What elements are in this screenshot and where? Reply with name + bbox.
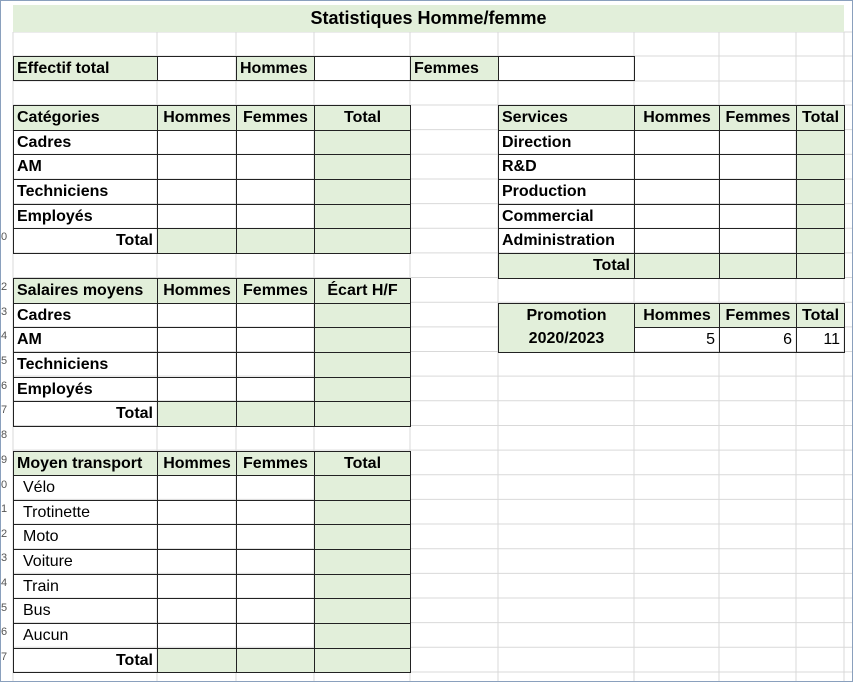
row-number: 7	[1, 404, 7, 416]
services-cell-hommes[interactable]	[634, 179, 720, 205]
transport-header[interactable]: Hommes	[157, 451, 237, 477]
categories-header[interactable]: Hommes	[157, 105, 237, 131]
salaires-cell-hommes[interactable]	[157, 303, 237, 329]
categories-cell-femmes[interactable]	[236, 204, 315, 230]
transport-row-label[interactable]: Vélo	[13, 475, 158, 501]
categories-cell-total[interactable]	[314, 130, 411, 156]
salaires-cell-total[interactable]	[314, 352, 411, 378]
effectif-hommes-label[interactable]: Hommes	[236, 56, 315, 81]
row-number: 8	[1, 429, 7, 441]
transport-row-label[interactable]: Voiture	[13, 549, 158, 575]
categories-cell-femmes[interactable]	[236, 154, 315, 180]
row-number: 5	[1, 602, 7, 614]
services-cell-total[interactable]	[796, 204, 845, 230]
salaires-row-label[interactable]: Cadres	[13, 303, 158, 329]
categories-total-femmes[interactable]	[236, 228, 315, 254]
row-number: 3	[1, 306, 7, 318]
promotion-header[interactable]: Hommes	[634, 303, 720, 329]
transport-row-label[interactable]: Trotinette	[13, 500, 158, 526]
services-cell-femmes[interactable]	[719, 204, 797, 230]
categories-cell-hommes[interactable]	[157, 154, 237, 180]
promotion-period[interactable]: 2020/2023	[498, 327, 635, 353]
services-header[interactable]: Services	[498, 105, 635, 131]
transport-cell-femmes[interactable]	[236, 574, 315, 600]
services-cell-hommes[interactable]	[634, 154, 720, 180]
salaires-total-total[interactable]	[314, 401, 411, 427]
promotion-value[interactable]: 6	[719, 327, 797, 353]
salaires-cell-hommes[interactable]	[157, 327, 237, 353]
salaires-cell-hommes[interactable]	[157, 377, 237, 403]
services-cell-hommes[interactable]	[634, 228, 720, 254]
promotion-label-border	[498, 303, 635, 353]
transport-cell-total[interactable]	[314, 500, 411, 526]
transport-total-label[interactable]: Total	[13, 648, 158, 674]
categories-header[interactable]: Total	[314, 105, 411, 131]
services-cell-femmes[interactable]	[719, 179, 797, 205]
services-total-hommes[interactable]	[634, 253, 720, 279]
services-cell-femmes[interactable]	[719, 228, 797, 254]
transport-cell-hommes[interactable]	[157, 549, 237, 575]
categories-cell-femmes[interactable]	[236, 130, 315, 156]
effectif-hommes-cell[interactable]	[314, 56, 411, 81]
salaires-cell-hommes[interactable]	[157, 352, 237, 378]
categories-row-label[interactable]: Cadres	[13, 130, 158, 156]
promotion-header[interactable]: Total	[796, 303, 845, 329]
transport-total-hommes[interactable]	[157, 648, 237, 674]
categories-header[interactable]: Catégories	[13, 105, 158, 131]
categories-cell-hommes[interactable]	[157, 130, 237, 156]
promotion-label[interactable]: Promotion	[498, 303, 635, 329]
services-row-label[interactable]: Direction	[498, 130, 635, 156]
transport-cell-femmes[interactable]	[236, 500, 315, 526]
transport-cell-femmes[interactable]	[236, 549, 315, 575]
services-cell-hommes[interactable]	[634, 130, 720, 156]
salaires-row-label[interactable]: Techniciens	[13, 352, 158, 378]
categories-row-label[interactable]: Techniciens	[13, 179, 158, 205]
promotion-value[interactable]: 11	[796, 327, 845, 353]
effectif-total-cell[interactable]	[157, 56, 237, 81]
effectif-femmes-cell[interactable]	[498, 56, 635, 81]
categories-header[interactable]: Femmes	[236, 105, 315, 131]
salaires-cell-total[interactable]	[314, 327, 411, 353]
row-number: 9	[1, 454, 7, 466]
categories-cell-hommes[interactable]	[157, 204, 237, 230]
categories-cell-total[interactable]	[314, 154, 411, 180]
salaires-total-femmes[interactable]	[236, 401, 315, 427]
transport-cell-total[interactable]	[314, 598, 411, 624]
services-cell-total[interactable]	[796, 228, 845, 254]
salaires-cell-femmes[interactable]	[236, 377, 315, 403]
services-total-total[interactable]	[796, 253, 845, 279]
row-number: 4	[1, 330, 7, 342]
salaires-row-label[interactable]: AM	[13, 327, 158, 353]
services-cell-total[interactable]	[796, 154, 845, 180]
salaires-cell-total[interactable]	[314, 377, 411, 403]
services-row-label[interactable]: Commercial	[498, 204, 635, 230]
salaires-cell-total[interactable]	[314, 303, 411, 329]
row-number: 0	[1, 231, 7, 243]
services-header[interactable]: Hommes	[634, 105, 720, 131]
categories-total-label[interactable]: Total	[13, 228, 158, 254]
salaires-row-label[interactable]: Employés	[13, 377, 158, 403]
services-cell-total[interactable]	[796, 130, 845, 156]
categories-cell-femmes[interactable]	[236, 179, 315, 205]
row-number: 6	[1, 626, 7, 638]
effectif-total-label[interactable]: Effectif total	[13, 56, 158, 81]
transport-row-label[interactable]: Train	[13, 574, 158, 600]
categories-row-label[interactable]: Employés	[13, 204, 158, 230]
row-number: 4	[1, 577, 7, 589]
row-number: 1	[1, 503, 7, 515]
transport-cell-total[interactable]	[314, 549, 411, 575]
categories-row-label[interactable]: AM	[13, 154, 158, 180]
transport-cell-total[interactable]	[314, 623, 411, 649]
row-number: 3	[1, 552, 7, 564]
salaires-total-hommes[interactable]	[157, 401, 237, 427]
transport-cell-total[interactable]	[314, 574, 411, 600]
salaires-header[interactable]: Femmes	[236, 278, 315, 304]
services-header[interactable]: Femmes	[719, 105, 797, 131]
categories-total-total[interactable]	[314, 228, 411, 254]
services-row-label[interactable]: Administration	[498, 228, 635, 254]
categories-cell-total[interactable]	[314, 179, 411, 205]
transport-cell-hommes[interactable]	[157, 475, 237, 501]
salaires-cell-femmes[interactable]	[236, 352, 315, 378]
transport-header[interactable]: Femmes	[236, 451, 315, 477]
transport-cell-hommes[interactable]	[157, 598, 237, 624]
services-cell-total[interactable]	[796, 179, 845, 205]
services-cell-femmes[interactable]	[719, 154, 797, 180]
transport-cell-total[interactable]	[314, 524, 411, 550]
row-number: 0	[1, 479, 7, 491]
salaires-header[interactable]: Salaires moyens	[13, 278, 158, 304]
transport-cell-hommes[interactable]	[157, 500, 237, 526]
salaires-cell-femmes[interactable]	[236, 327, 315, 353]
transport-header[interactable]: Total	[314, 451, 411, 477]
services-total-label[interactable]: Total	[498, 253, 635, 279]
transport-total-femmes[interactable]	[236, 648, 315, 674]
services-cell-femmes[interactable]	[719, 130, 797, 156]
transport-cell-femmes[interactable]	[236, 524, 315, 550]
promotion-header[interactable]: Femmes	[719, 303, 797, 329]
promotion-value[interactable]: 5	[634, 327, 720, 353]
services-row-label[interactable]: Production	[498, 179, 635, 205]
salaires-cell-femmes[interactable]	[236, 303, 315, 329]
salaires-header[interactable]: Hommes	[157, 278, 237, 304]
effectif-femmes-label[interactable]: Femmes	[410, 56, 499, 81]
salaires-total-label[interactable]: Total	[13, 401, 158, 427]
transport-cell-hommes[interactable]	[157, 574, 237, 600]
row-number: 2	[1, 281, 7, 293]
services-header[interactable]: Total	[796, 105, 845, 131]
transport-cell-total[interactable]	[314, 475, 411, 501]
row-number: 2	[1, 528, 7, 540]
transport-cell-hommes[interactable]	[157, 524, 237, 550]
transport-cell-hommes[interactable]	[157, 623, 237, 649]
row-number: 7	[1, 651, 7, 663]
row-number: 5	[1, 355, 7, 367]
categories-cell-total[interactable]	[314, 204, 411, 230]
services-cell-hommes[interactable]	[634, 204, 720, 230]
sheet-title[interactable]: Statistiques Homme/femme	[13, 5, 844, 32]
categories-total-hommes[interactable]	[157, 228, 237, 254]
salaires-header[interactable]: Écart H/F	[314, 278, 411, 304]
transport-row-label[interactable]: Moto	[13, 524, 158, 550]
transport-cell-femmes[interactable]	[236, 623, 315, 649]
transport-cell-femmes[interactable]	[236, 598, 315, 624]
transport-row-label[interactable]: Aucun	[13, 623, 158, 649]
transport-header[interactable]: Moyen transport	[13, 451, 158, 477]
transport-row-label[interactable]: Bus	[13, 598, 158, 624]
services-total-femmes[interactable]	[719, 253, 797, 279]
services-row-label[interactable]: R&D	[498, 154, 635, 180]
transport-total-total[interactable]	[314, 648, 411, 674]
row-number: 6	[1, 380, 7, 392]
transport-cell-femmes[interactable]	[236, 475, 315, 501]
categories-cell-hommes[interactable]	[157, 179, 237, 205]
